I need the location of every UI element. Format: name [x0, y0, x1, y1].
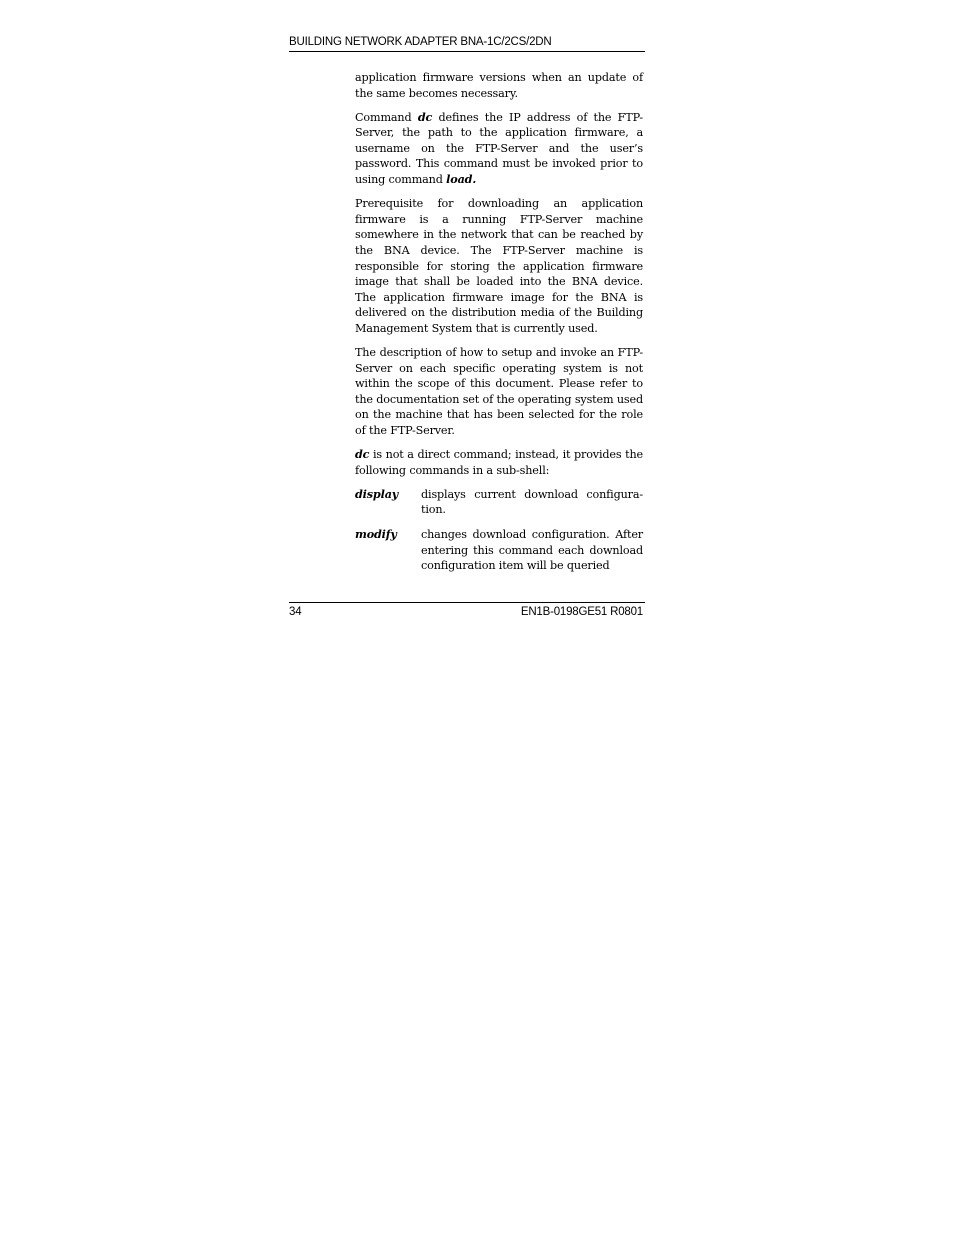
command-list-item: [355, 527, 643, 574]
paragraph-firmware-update: application firmware versions when an update of the same becomes necessary.: [355, 71, 643, 100]
command-list: [355, 487, 643, 574]
command-list-item: [355, 487, 643, 518]
command-dc-ref: dc: [355, 447, 370, 462]
command-dc: dc: [417, 109, 433, 124]
paragraph-ftp-server-setup: The description of how to setup and invoke an FTP-Server on each specific operating system is not within the scope of this document. Please refer to the documentation set of the operating system used on the machine that has been selected for the role of the FTP-Server.: [355, 346, 643, 437]
page-body: [355, 70, 643, 583]
p2-suffix: .: [472, 172, 477, 187]
p2-prefix: Command: [355, 110, 418, 124]
header-title: BUILDING NETWORK ADAPTER BNA-1C/2CS/2DN: [289, 36, 552, 48]
document-id: EN1B-0198GE51 R0801: [520, 606, 643, 618]
running-header: [289, 35, 645, 52]
command-load: load: [446, 172, 473, 187]
paragraph-prerequisite: Prerequisite for downloading an application firmware is a running FTP-Server machine somewhere in the network that can be reached by the BNA device. The FTP-Server machine is responsible for storing the application firmware image that shall be loaded into the BNA device. The application firmware image for the BNA is delivered on the distribution media of the Building Management System that is currently used.: [355, 197, 643, 335]
paragraph-sub-shell: [355, 447, 643, 478]
page-number: 34: [289, 606, 302, 618]
paragraph-dc-command: [355, 110, 643, 188]
command-description-display: displays current download configura-tion.: [421, 487, 643, 517]
p2-middle: defines the IP address of the FTP-Server, the path to the application firmware, a username on the FTP-Server and the user’s password. This command must be invoked prior to using command: [355, 110, 644, 187]
command-term-display: display: [355, 486, 399, 501]
p5-text: is not a direct command; instead, it provides the following commands in a sub-shell:: [355, 448, 643, 477]
running-footer: [289, 602, 645, 619]
command-term-modify: modify: [355, 526, 397, 541]
command-description-modify: changes download configuration. After entering this command each download configuration item will be queried: [421, 527, 643, 573]
